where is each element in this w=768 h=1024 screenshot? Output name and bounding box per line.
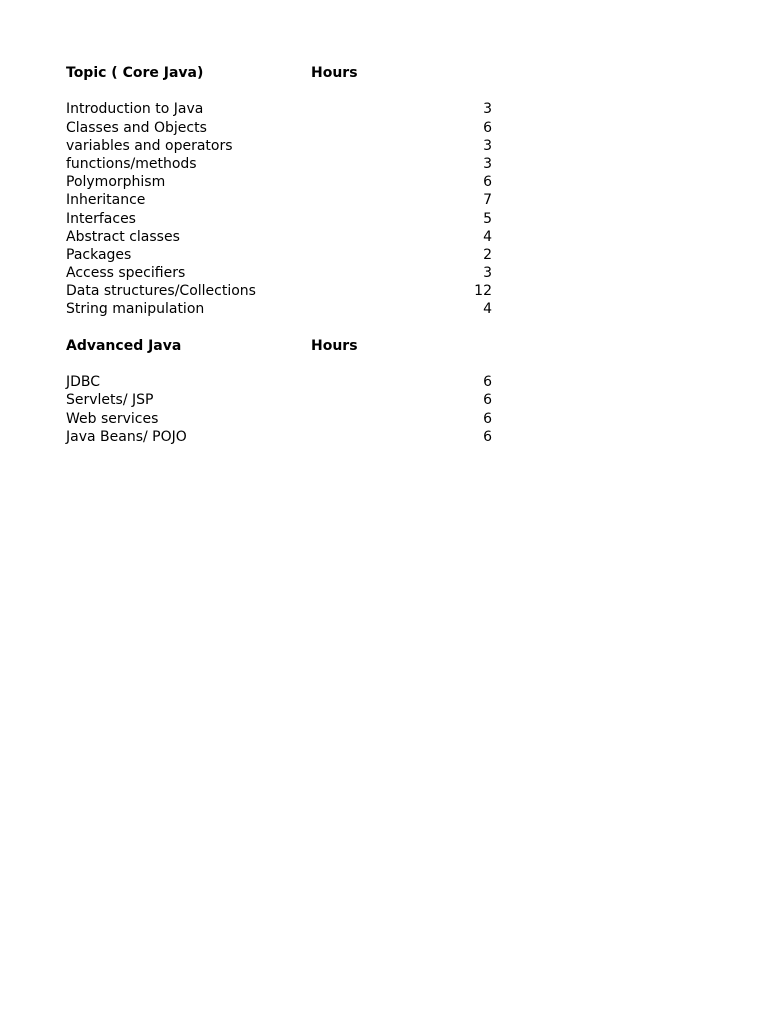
- topic-cell: Interfaces: [66, 210, 136, 227]
- hours-cell: 4: [483, 228, 492, 245]
- table-row: [66, 191, 506, 209]
- topic-cell: Web services: [66, 410, 159, 427]
- topic-cell: Access specifiers: [66, 265, 186, 282]
- topic-cell: Data structures/Collections: [66, 283, 256, 300]
- table-row: [66, 282, 506, 300]
- table-row: [66, 391, 506, 409]
- advanced-java-hours-header: Hours: [311, 337, 358, 354]
- hours-cell: 4: [483, 301, 492, 318]
- hours-cell: 7: [483, 192, 492, 209]
- hours-cell: 6: [483, 392, 492, 409]
- table-row: [66, 228, 506, 246]
- table-row: [66, 210, 506, 228]
- core-java-header-row: [66, 64, 506, 82]
- table-row: [66, 264, 506, 282]
- hours-cell: 6: [483, 374, 492, 391]
- topic-cell: Inheritance: [66, 192, 146, 209]
- core-java-hours-header: Hours: [311, 65, 358, 81]
- table-row: [66, 155, 506, 173]
- hours-cell: 3: [483, 265, 492, 282]
- hours-cell: 3: [483, 155, 492, 172]
- table-row: [66, 100, 506, 118]
- topic-cell: variables and operators: [66, 137, 233, 154]
- hours-cell: 6: [483, 119, 492, 136]
- table-row: [66, 173, 506, 191]
- course-hours-sheet: [66, 64, 506, 446]
- topic-cell: functions/methods: [66, 155, 197, 172]
- core-java-topic-header: Topic ( Core Java): [66, 65, 204, 81]
- advanced-java-header-row: [66, 337, 506, 355]
- table-row: [66, 428, 506, 446]
- section-spacer: [66, 82, 506, 100]
- table-row: [66, 137, 506, 155]
- topic-cell: Packages: [66, 246, 132, 263]
- hours-cell: 2: [483, 246, 492, 263]
- table-row: [66, 373, 506, 391]
- advanced-java-topic-header: Advanced Java: [66, 337, 182, 354]
- topic-cell: Abstract classes: [66, 228, 180, 245]
- topic-cell: JDBC: [66, 374, 101, 391]
- section-spacer: [66, 355, 506, 373]
- table-row: [66, 119, 506, 137]
- topic-cell: String manipulation: [66, 301, 205, 318]
- table-row: [66, 410, 506, 428]
- hours-cell: 6: [483, 428, 492, 445]
- hours-cell: 3: [483, 101, 492, 118]
- topic-cell: Java Beans/ POJO: [66, 428, 187, 445]
- hours-cell: 12: [474, 283, 492, 300]
- topic-cell: Introduction to Java: [66, 101, 204, 118]
- hours-cell: 5: [483, 210, 492, 227]
- hours-cell: 6: [483, 174, 492, 191]
- hours-cell: 6: [483, 410, 492, 427]
- topic-cell: Polymorphism: [66, 174, 166, 191]
- hours-cell: 3: [483, 137, 492, 154]
- topic-cell: Servlets/ JSP: [66, 392, 154, 409]
- section-spacer: [66, 319, 506, 337]
- topic-cell: Classes and Objects: [66, 119, 207, 136]
- table-row: [66, 300, 506, 318]
- table-row: [66, 246, 506, 264]
